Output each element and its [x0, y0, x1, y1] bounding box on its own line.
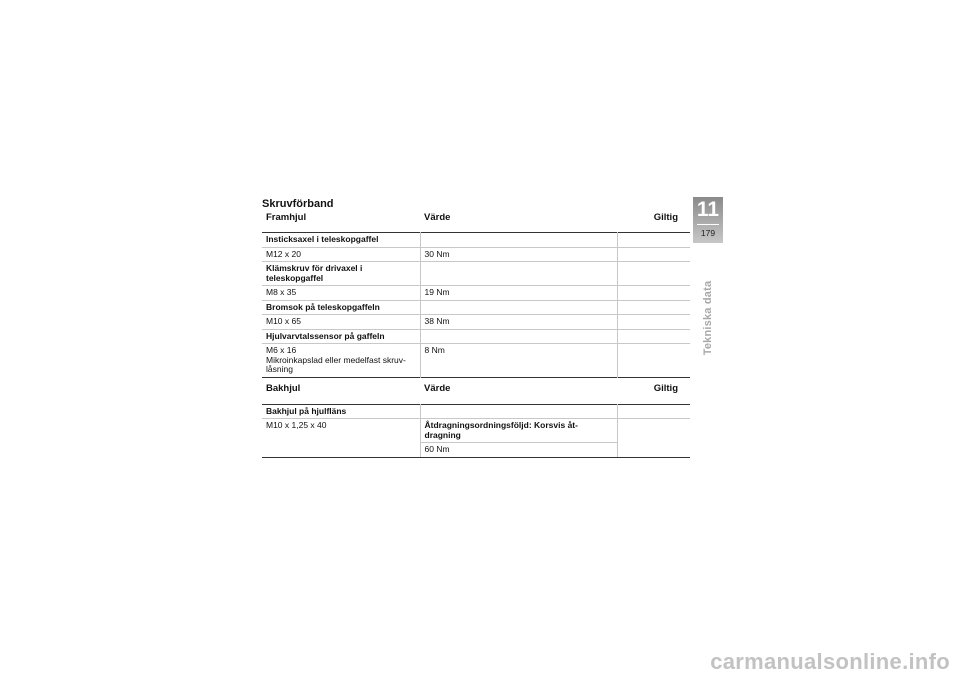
rear-header-component: Bakhjul: [266, 382, 301, 394]
table-row: [262, 300, 690, 315]
valid-cell: [617, 247, 690, 262]
value-note-cell: Åtdragningsordningsföljd: Korsvis åt-dragning: [420, 419, 617, 443]
torque-table: [262, 211, 690, 458]
value-cell: [420, 404, 617, 419]
value-cell: 60 Nm: [420, 443, 617, 458]
front-header-component: Framhjul: [266, 212, 307, 223]
torque-spec-section: [262, 197, 690, 458]
rear-header-valid: Giltig: [653, 382, 678, 394]
valid-cell: [617, 329, 690, 344]
page-number: 179: [700, 228, 716, 238]
component-cell: Bakhjul på hjulfläns: [266, 405, 347, 416]
value-cell: [420, 300, 617, 315]
valid-cell: [617, 233, 690, 248]
section-title: Skruvförband: [262, 198, 334, 210]
watermark: carmanualsonline.info: [710, 649, 950, 674]
rear-header-value: Värde: [424, 382, 451, 394]
component-cell: M12 x 20: [266, 248, 301, 259]
value-cell: [420, 233, 617, 248]
table-row: [262, 315, 690, 330]
component-cell: Bromsok på teleskopgaffeln: [266, 301, 380, 312]
component-cell: Insticksaxel i teleskopgaffel: [266, 234, 379, 244]
value-cell: 30 Nm: [420, 247, 617, 262]
value-cell: 8 Nm: [420, 344, 617, 378]
front-header-value: Värde: [424, 212, 451, 223]
component-cell: [262, 344, 420, 378]
value-cell: [420, 262, 617, 286]
value-cell: 38 Nm: [420, 315, 617, 330]
valid-cell: [617, 300, 690, 315]
table-row: [262, 247, 690, 262]
valid-cell: [617, 404, 690, 419]
component-note: Mikroinkapslad eller medelfast skruv-låsning: [266, 354, 406, 374]
front-header-row: [262, 211, 690, 233]
value-cell: 19 Nm: [420, 286, 617, 301]
table-row: [262, 404, 690, 419]
valid-cell: [617, 344, 690, 378]
value-cell: [420, 329, 617, 344]
table-row: [262, 344, 690, 378]
table-row: [262, 233, 690, 248]
table-row: [262, 419, 690, 443]
chapter-side-label: Tekniska data: [702, 280, 714, 356]
chapter-number: 11: [696, 198, 720, 221]
chapter-tab: [693, 197, 723, 243]
component-cell: Hjulvarvtalssensor på gaffeln: [266, 330, 385, 341]
valid-cell: [617, 286, 690, 301]
rear-header-row: [262, 377, 690, 404]
component-cell: M8 x 35: [266, 287, 297, 297]
valid-cell: [617, 315, 690, 330]
table-row: [262, 329, 690, 344]
table-row: [262, 262, 690, 286]
valid-cell: [617, 419, 690, 458]
valid-cell: [617, 262, 690, 286]
component-cell: M10 x 1,25 x 40: [262, 419, 420, 458]
chapter-divider: [697, 224, 719, 225]
component-cell: M10 x 65: [266, 316, 301, 326]
front-header-valid: Giltig: [653, 212, 678, 223]
component-cell: Klämskruv för drivaxel i teleskopgaffel: [266, 263, 363, 283]
component-name: M6 x 16: [266, 345, 297, 355]
table-row: [262, 286, 690, 301]
